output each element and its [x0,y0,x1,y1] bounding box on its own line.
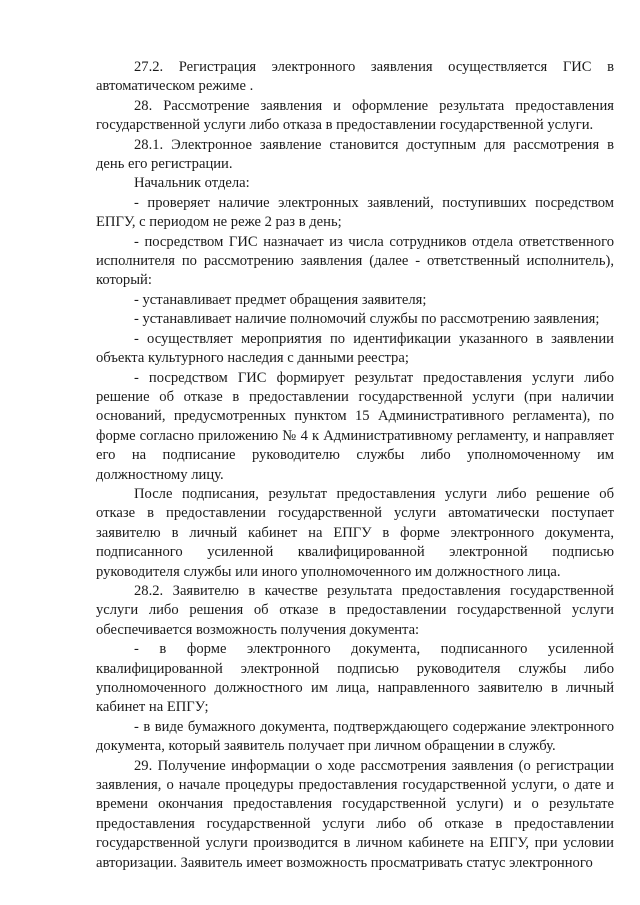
paragraph-authority: - устанавливает наличие полномочий службы по рассмотрению заявления; [134,311,600,328]
paragraph-check-applications: - проверяет наличие электронных заявлений, поступивших посредством ЕПГУ, с периодом не реже 2 раз в день; [96,194,614,231]
paragraph-29: 29. Получение информации о ходе рассмотрения заявления (о регистрации заявления, о начале процедуры предоставления государственной услуги, о дате и времени окончания предоставления государственной услуги) и о результате предоставления государственной услуги либо об отказе в предоставлении государственной услуги производится в личном кабинете на ЕПГУ, при условии авторизации. Заявитель имеет возможность просматривать статус электронного [96,757,614,871]
paragraph-28-2: 28.2. Заявителю в качестве результата предоставления государственной услуги либо решения об отказе в предоставлении государственной услуги обеспечивается возможность получения документа: [96,582,614,638]
paragraph-28: 28. Рассмотрение заявления и оформление результата предоставления государственной услуги либо отказа в предоставлении государственной услуги. [96,97,614,134]
paragraph-28-1: 28.1. Электронное заявление становится доступным для рассмотрения в день его регистрации. [96,136,614,173]
paragraph-after-signing: После подписания, результат предоставления услуги либо решение об отказе в предоставлении государственной услуги автоматически поступает заявителю в личный кабинет на ЕПГУ в форме электронного документа, подписанного усиленной квалифицированной электронной подписью руководителя службы или иного уполномоченного им должностного лица. [96,485,614,580]
paragraph-head-of-department: Начальник отдела: [134,175,250,192]
paragraph-assign-executor: - посредством ГИС назначает из числа сотрудников отдела ответственного исполнителя по рассмотрению заявления (далее - ответственный исполнитель), который: [96,233,614,289]
paragraph-forms-result: - посредством ГИС формирует результат предоставления услуги либо решение об отказе в предоставлении государственной услуги (при наличии оснований, предусмотренных пунктом 15 Административного регламента), по форме согласно приложению № 4 к Административному регламенту, и направляет его на подписание руководителю службы либо уполномоченному им должностному лицу. [96,369,614,483]
paragraph-paper-doc: - в виде бумажного документа, подтверждающего содержание электронного документа, который заявитель получает при личном обращении в службу. [96,718,614,755]
paragraph-subject: - устанавливает предмет обращения заявителя; [134,291,427,308]
paragraph-27-2: 27.2. Регистрация электронного заявления осуществляется ГИС в автоматическом режиме . [96,59,614,95]
paragraph-identification: - осуществляет мероприятия по идентификации указанного в заявлении объекта культурного наследия с данными реестра; [96,330,614,367]
paragraph-electronic-doc: - в форме электронного документа, подписанного усиленной квалифицированной электронной подписью руководителя службы либо уполномоченного должностного им лица, направленного заявителю в личный кабинет на ЕПГУ; [96,641,614,716]
